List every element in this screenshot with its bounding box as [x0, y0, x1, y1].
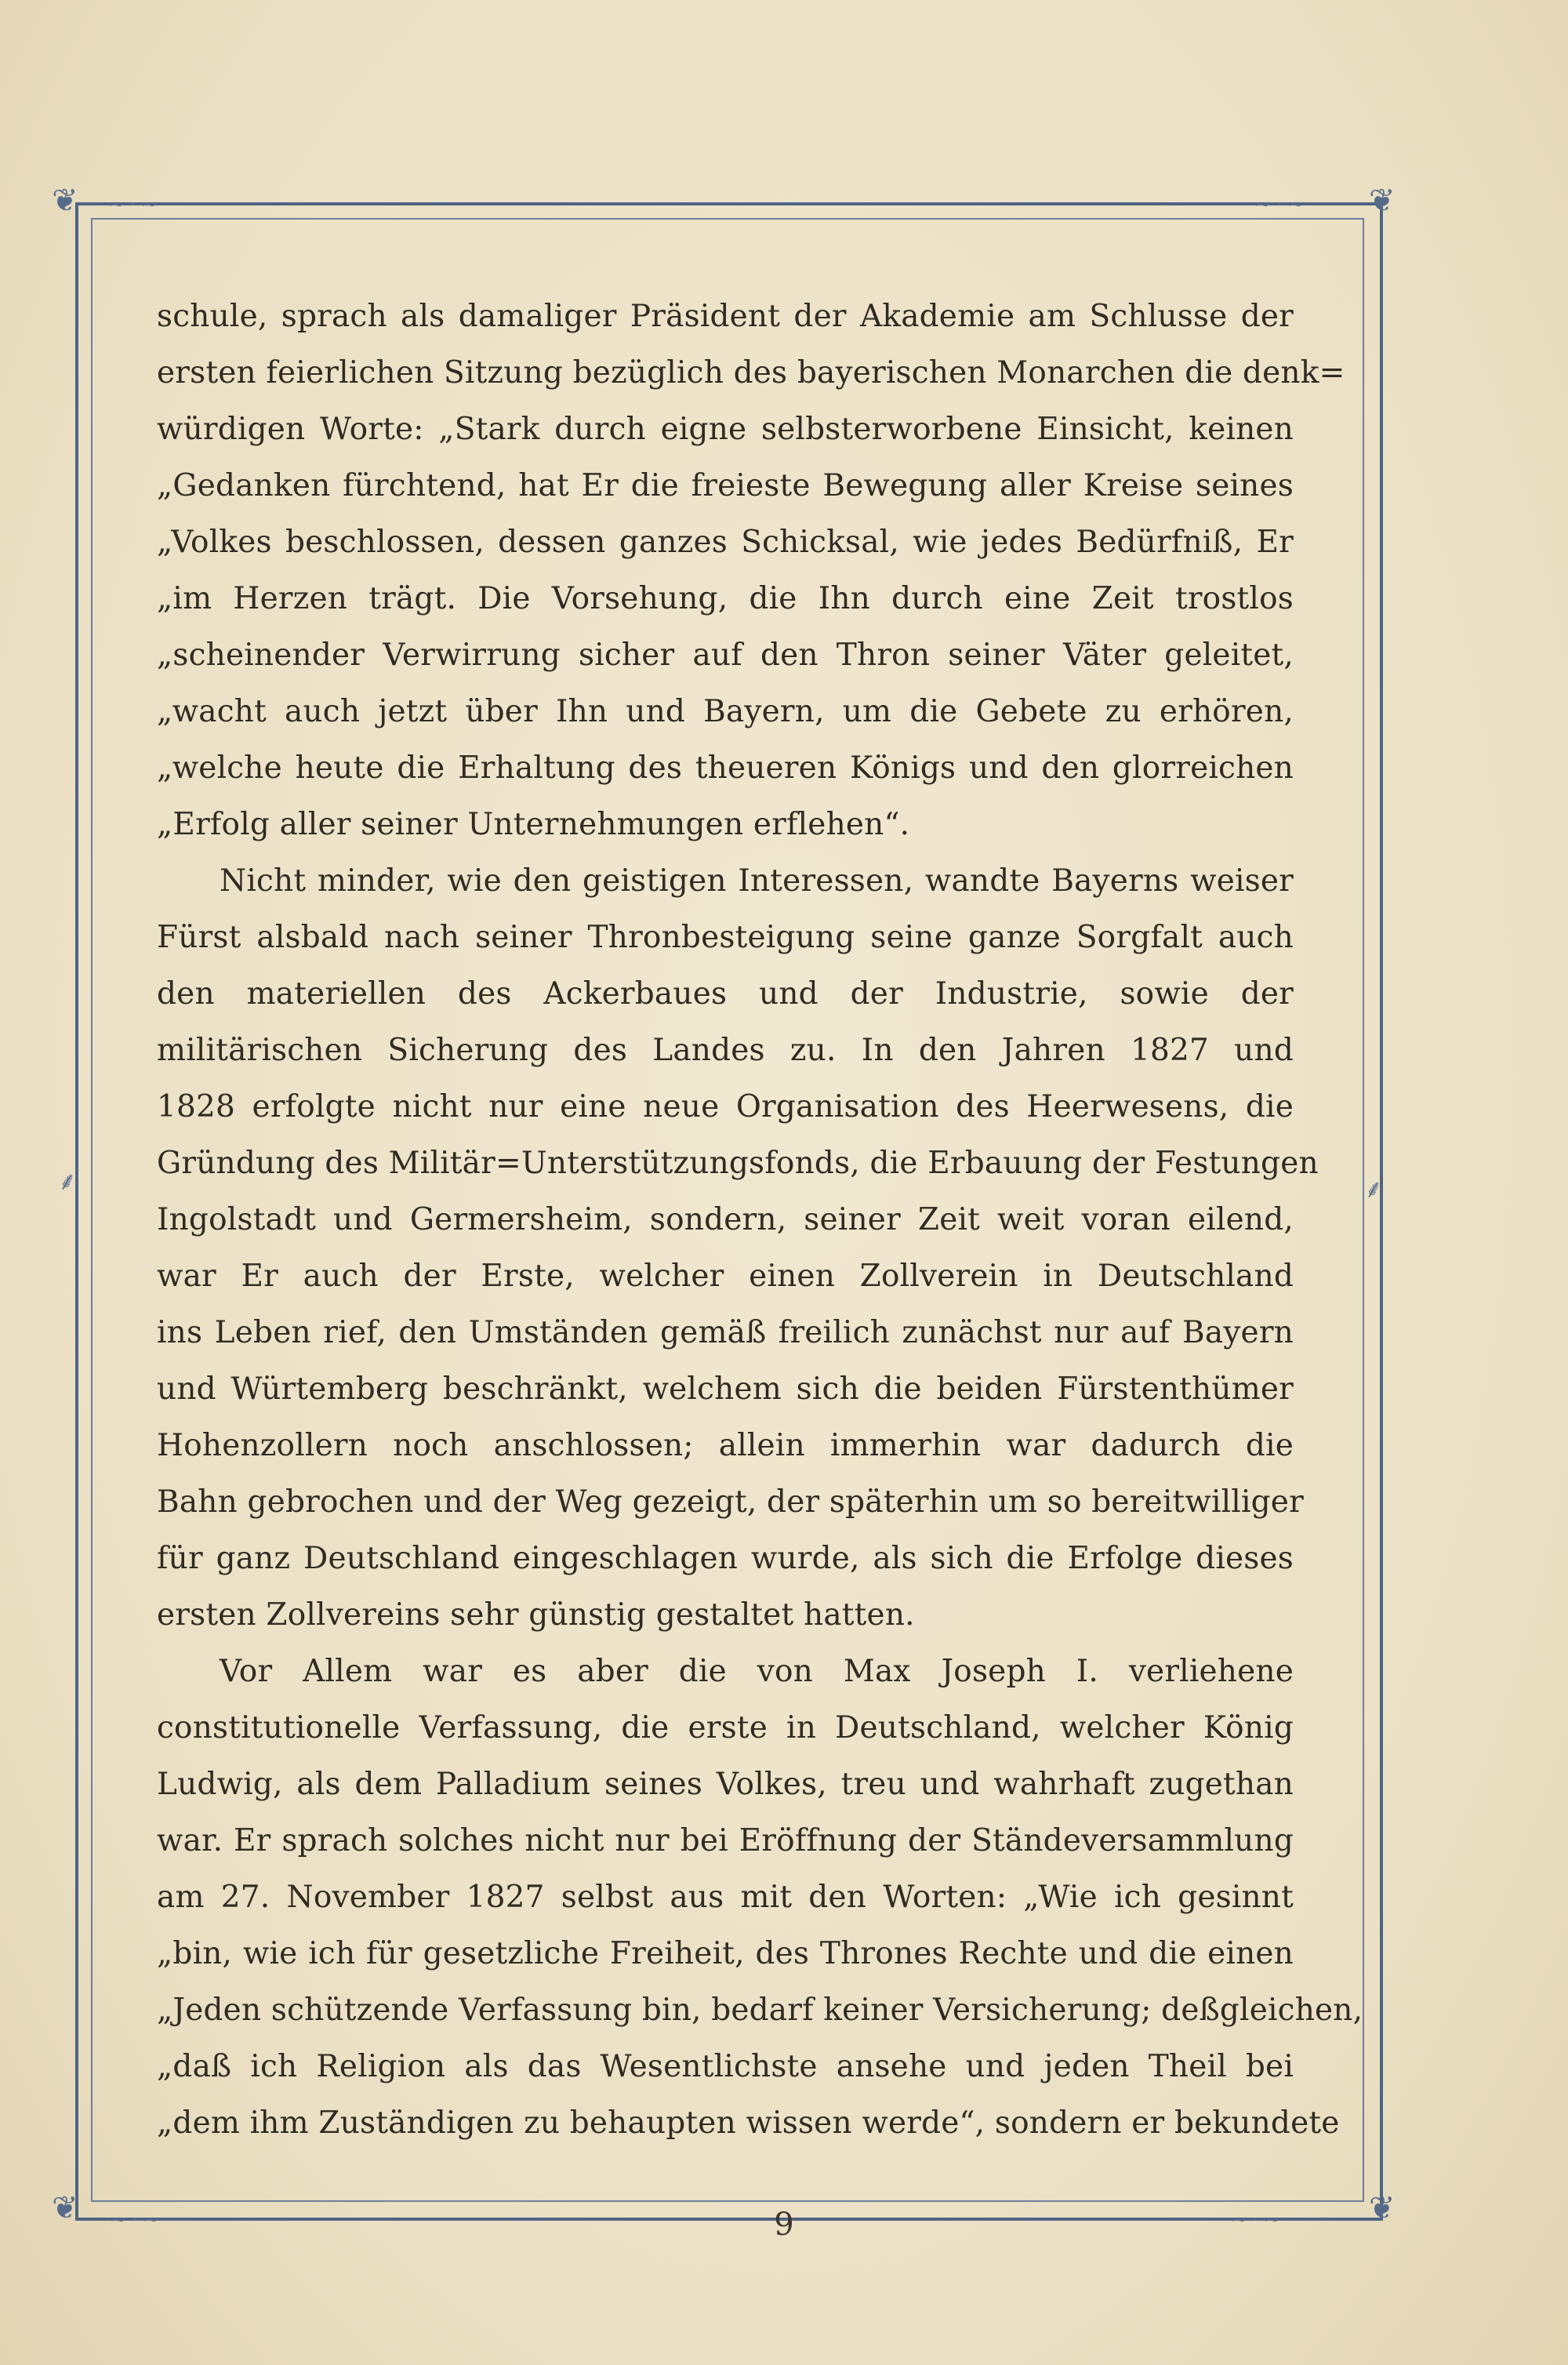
rule-ornament-icon: ~·~	[1231, 2208, 1286, 2232]
text-line: ersten Zollvereins sehr günstig gestaltet hatten.	[157, 1597, 915, 1633]
text-line: militärischen Sicherung des Landes zu. In den Jahren 1827 und	[157, 1033, 1294, 1068]
rule-ornament-icon: ~·~	[108, 193, 163, 216]
text-line: Bahn gebrochen und der Weg gezeigt, der späterhin um so bereitwilliger	[157, 1484, 1304, 1520]
text-line: ins Leben rief, den Umständen gemäß freilich zunächst nur auf Bayern	[157, 1315, 1294, 1350]
side-ornament-icon: ⸙	[58, 1166, 78, 1196]
text-line: 1828 erfolgte nicht nur eine neue Organisation des Heerwesens, die	[157, 1089, 1294, 1124]
text-line: schule, sprach als damaliger Präsident der Akademie am Schlusse der	[157, 299, 1294, 334]
text-line: für ganz Deutschland eingeschlagen wurde, als sich die Erfolge dieses	[157, 1541, 1294, 1576]
text-line: „bin, wie ich für gesetzliche Freiheit, des Thrones Rechte und die einen	[157, 1936, 1294, 1971]
text-line: und Würtemberg beschränkt, welchem sich die beiden Fürstenthümer	[157, 1371, 1294, 1407]
rule-ornament-icon: ~·~	[110, 2208, 165, 2232]
text-line: Gründung des Militär=Unterstützungsfonds, die Erbauung der Festungen	[157, 1146, 1319, 1181]
rule-ornament-icon: ~·~	[1254, 193, 1309, 216]
text-line: Nicht minder, wie den geistigen Interessen, wandte Bayerns weiser	[220, 863, 1294, 899]
text-line: „Jeden schützende Verfassung bin, bedarf keiner Versicherung; deßgleichen,	[157, 1993, 1363, 2028]
text-line: am 27. November 1827 selbst aus mit den Worten: „Wie ich gesinnt	[157, 1880, 1294, 1915]
text-line: Ingolstadt und Germersheim, sondern, seiner Zeit weit voran eilend,	[157, 1202, 1294, 1237]
text-line: „welche heute die Erhaltung des theueren Königs und den glorreichen	[157, 750, 1294, 786]
text-line: „Erfolg aller seiner Unternehmungen erflehen“.	[157, 807, 910, 842]
text-line: „Volkes beschlossen, dessen ganzes Schicksal, wie jedes Bedürfniß, Er	[157, 525, 1294, 560]
text-line: Fürst alsbald nach seiner Thronbesteigung seine ganze Sorgfalt auch	[157, 920, 1294, 955]
text-line: „Gedanken fürchtend, hat Er die freieste Bewegung aller Kreise seines	[157, 468, 1294, 503]
corner-ornament-icon: ❦	[52, 183, 78, 219]
text-line: war. Er sprach solches nicht nur bei Eröffnung der Ständeversammlung	[157, 1823, 1294, 1858]
text-line: constitutionelle Verfassung, die erste in Deutschland, welcher König	[157, 1710, 1294, 1746]
text-line: „daß ich Religion als das Wesentlichste ansehe und jeden Theil bei	[157, 2049, 1294, 2084]
text-line: Hohenzollern noch anschlossen; allein immerhin war dadurch die	[157, 1428, 1294, 1463]
text-line: würdigen Worte: „Stark durch eigne selbsterworbene Einsicht, keinen	[157, 412, 1294, 447]
text-line: „scheinender Verwirrung sicher auf den Thron seiner Väter geleitet,	[157, 638, 1294, 673]
body-text	[157, 289, 1363, 2152]
text-line: „wacht auch jetzt über Ihn und Bayern, um die Gebete zu erhören,	[157, 694, 1294, 729]
page-number: 9	[774, 2207, 794, 2243]
text-line: „dem ihm Zuständigen zu behaupten wissen werde“, sondern er bekundete	[157, 2105, 1340, 2141]
text-line: war Er auch der Erste, welcher einen Zollverein in Deutschland	[157, 1259, 1294, 1294]
corner-ornament-icon: ❦	[1369, 2190, 1396, 2226]
text-line: den materiellen des Ackerbaues und der Industrie, sowie der	[157, 976, 1294, 1012]
corner-ornament-icon: ❦	[1369, 183, 1396, 219]
text-line: Ludwig, als dem Palladium seines Volkes, treu und wahrhaft zugethan	[157, 1767, 1294, 1802]
text-line: „im Herzen trägt. Die Vorsehung, die Ihn durch eine Zeit trostlos	[157, 581, 1294, 616]
side-ornament-icon: ⸙	[1364, 1174, 1384, 1204]
text-line: Vor Allem war es aber die von Max Joseph I. verliehene	[220, 1654, 1294, 1689]
text-line: ersten feierlichen Sitzung bezüglich des bayerischen Monarchen die denk=	[157, 355, 1345, 391]
corner-ornament-icon: ❦	[52, 2190, 78, 2226]
